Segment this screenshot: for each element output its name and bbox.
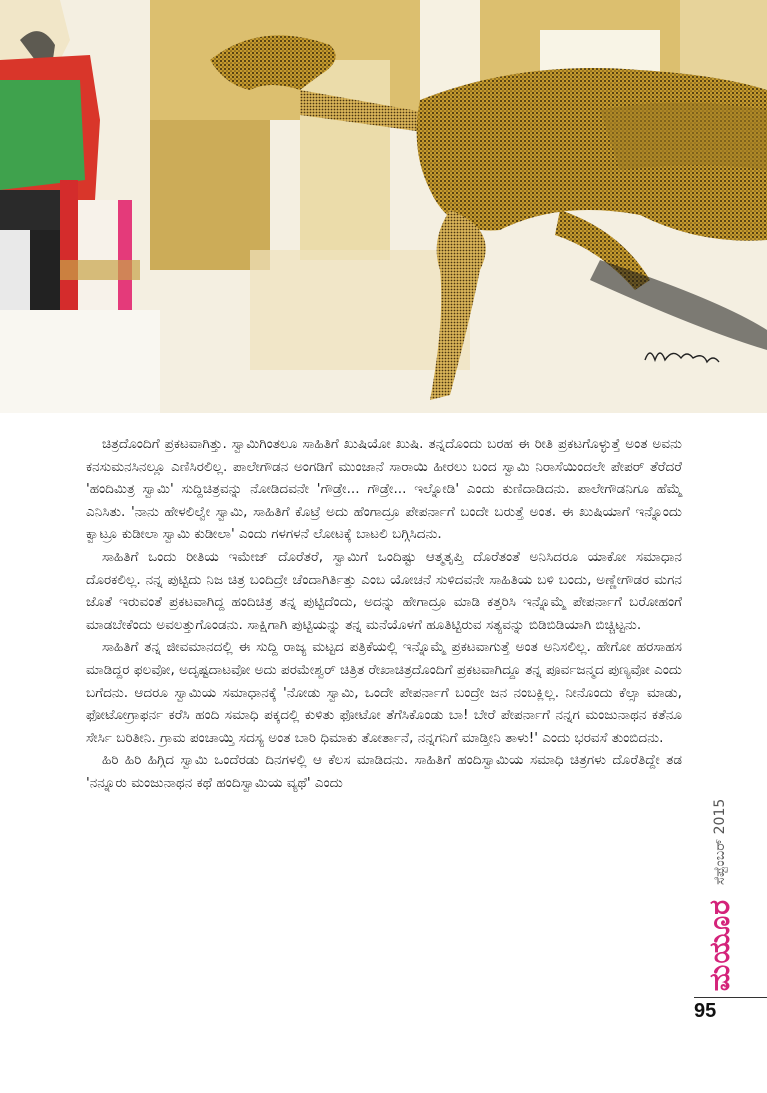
article-paragraph: ಚಿತ್ರದೊಂದಿಗೆ ಪ್ರಕಟವಾಗಿತ್ತು. ಸ್ವಾಮಿಗಿಂತಲೂ ಸಾಹಿತಿಗೆ ಖುಷಿಯೋ ಖುಷಿ. ತನ್ನದೊಂದು ಬರಹ ಈ ರೀತಿ ಪ್ರಕಟಗೊಳ್ಳುತ್ತೆ ಅಂತ ಅವನು ಕನಸುಮನಸಿನಲ್ಲೂ ಎಣಿಸಿರಲಿಲ್ಲ. ಪಾಲೇಗೌಡನ ಅಂಗಡಿಗೆ ಮುಂಜಾನೆ ಸಾರಾಯಿ ಹೀರಲು ಬಂದ ಸ್ವಾಮಿ ನಿರಾಸೆಯಿಂದಲೇ ಪೇಪರ್ ತೆರೆದರೆ 'ಹಂದಿಮಿತ್ರ ಸ್ವಾಮಿ' ಸುದ್ದಿಚಿತ್ರವನ್ನು ನೋಡಿದವನೇ 'ಗೌಡ್ರೇ... ಗೌಡ್ರೇ... ಇಲ್ನೋಡಿ' ಎಂದು ಕುಣಿದಾಡಿದನು. ಪಾಲೇಗೌಡನಿಗೂ ಹೆಮ್ಮೆ ಎನಿಸಿತು. 'ನಾನು ಹೇಳಲಿಲ್ವೇ ಸ್ವಾಮಿ, ಸಾಹಿತಿಗೆ ಕೊಟ್ರೆ ಅದು ಹೆಂಗಾದ್ರೂ ಪೇಪರ್ನಾಗೆ ಬಂದೇ ಬರುತ್ತೆ ಅಂತ. ಈ ಖುಷಿಯಾಗೆ ಇನ್ನೊಂದು ಕ್ವಾಟ್ರೂ ಕುಡೀಲಾ ಸ್ವಾಮಿ ಕುಡೀಲಾ' ಎಂದು ಗಳಗಳನೆ ಲೋಟಕ್ಕೆ ಬಾಟಲಿ ಬಗ್ಗಿಸಿದನು.: [86, 436, 682, 543]
article-paragraph: ಸಾಹಿತಿಗೆ ತನ್ನ ಜೀವಮಾನದಲ್ಲಿ ಈ ಸುದ್ದಿ ರಾಜ್ಯ ಮಟ್ಟದ ಪತ್ರಿಕೆಯಲ್ಲಿ ಇನ್ನೊಮ್ಮೆ ಪ್ರಕಟವಾಗುತ್ತೆ ಅಂತ ಅನಿಸಲಿಲ್ಲ. ಹೇಗೋ ಹರಸಾಹಸ ಮಾಡಿದ್ದರ ಫಲವೋ, ಅದೃಷ್ಟದಾಟವೋ ಅದು ಪರಮೇಶ್ವರ್ ಚಿತ್ರಿತ ರೇಖಾಚಿತ್ರದೊಂದಿಗೆ ಪ್ರಕಟವಾಗಿದ್ದೂ ತನ್ನ ಪೂರ್ವಜನ್ಮದ ಪುಣ್ಯವೋ ಎಂದು ಬಗೆದನು. ಆದರೂ ಸ್ವಾಮಿಯ ಸಮಾಧಾನಕ್ಕೆ 'ನೋಡು ಸ್ವಾಮಿ, ಒಂದೇ ಪೇಪರ್ನಾಗೆ ಬಂದ್ರೇ ಜನ ನಂಬಕ್ಲಿಲ್ಲ. ನೀನೊಂದು ಕೆಲ್ಸಾ ಮಾಡು, ಫೋಟೋಗ್ರಾಫರ್ನ ಕರೆಸಿ ಹಂದಿ ಸಮಾಧಿ ಪಕ್ಕದಲ್ಲಿ ಕುಳಿತು ಫೋಟೋ ತೆಗೆಸಿಕೊಂಡು ಬಾ! ಬೇರೆ ಪೇಪರ್ನಾಗೆ ನನ್ನಗ ಮಂಜುನಾಥನ ಕತೆನೂ ಸೇರ್ಸಿ ಬರಿತೀನಿ. ಗ್ರಾಮ ಪಂಚಾಯ್ತಿ ಸದಸ್ಯ ಅಂತ ಬಾರಿ ಧಿಮಾಕು ತೋರ್ತಾನೆ, ನನ್ನಗನಿಗೆ ಮಾಡ್ತೀನಿ ತಾಳು!' ಎಂದು ಭರವಸೆ ತುಂಬಿದನು.: [86, 639, 682, 746]
issue-date: ಸೆಪ್ಟೆಂಬರ್ 2015: [712, 798, 728, 885]
illustration-artwork: [0, 0, 767, 413]
magazine-side-label: [692, 790, 748, 1000]
article-body: [86, 433, 682, 795]
page-number: 95: [694, 1000, 717, 1022]
page-number-rule: [694, 997, 767, 998]
article-paragraph: ಹಿರಿ ಹಿರಿ ಹಿಗ್ಗಿದ ಸ್ವಾಮಿ ಒಂದೆರಡು ದಿನಗಳಲ್ಲಿ ಆ ಕೆಲಸ ಮಾಡಿದನು. ಸಾಹಿತಿಗೆ ಹಂದಿಸ್ವಾಮಿಯ ಸಮಾಧಿ ಚಿತ್ರಗಳು ದೊರೆತಿದ್ದೇ ತಡ 'ನನ್ನೂರು ಮಂಜುನಾಥನ ಕಥೆ ಹಂದಿಸ್ವಾಮಿಯ ವ್ಯಥೆ' ಎಂದು: [86, 752, 682, 791]
magazine-name: ಮಯೂರ: [703, 898, 736, 992]
story-illustration: [0, 0, 767, 413]
article-paragraph: ಸಾಹಿತಿಗೆ ಒಂದು ರೀತಿಯ ಇಮೇಜ್ ದೊರೆತರೆ, ಸ್ವಾಮಿಗೆ ಒಂದಿಷ್ಟು ಆತ್ಮತೃಪ್ತಿ ದೊರೆತಂತೆ ಅನಿಸಿದರೂ ಯಾಕೋ ಸಮಾಧಾನ ದೊರಕಲಿಲ್ಲ. ನನ್ನ ಪುಟ್ಟಿದು ನಿಜ ಚಿತ್ರ ಬಂದಿದ್ರೇ ಚೆಂದಾಗಿರ್ತಿತ್ತು ಎಂಬ ಯೋಚನೆ ಸುಳಿದವನೇ ಸಾಹಿತಿಯ ಬಳಿ ಬಂದು, ಅಣ್ಣೇಗೌಡರ ಮಗನ ಜೊತೆ ಇರುವಂತೆ ಪ್ರಕಟವಾಗಿದ್ದ ಹಂದಿಚಿತ್ರ ತನ್ನ ಪುಟ್ಟಿದೆಂದು, ಅದನ್ನು ಹೇಗಾದ್ರೂ ಮಾಡಿ ಕತ್ತರಿಸಿ ಇನ್ನೊಮ್ಮೆ ಪೇಪರ್ನಾಗೆ ಬರೋಹಂಗೆ ಮಾಡಬೇಕೆಂದು ಅವಲತ್ತುಗೊಂಡನು. ಸಾಕ್ಷಿಗಾಗಿ ಪುಟ್ಟಿಯನ್ನು ತನ್ನ ಮನೆಯೊಳಗೆ ಹೂತಿಟ್ಟಿರುವ ಸತ್ಯವನ್ನು ಬಿಡಿಬಿಡಿಯಾಗಿ ಬಿಚ್ಚಿಟ್ಟನು.: [86, 548, 682, 633]
